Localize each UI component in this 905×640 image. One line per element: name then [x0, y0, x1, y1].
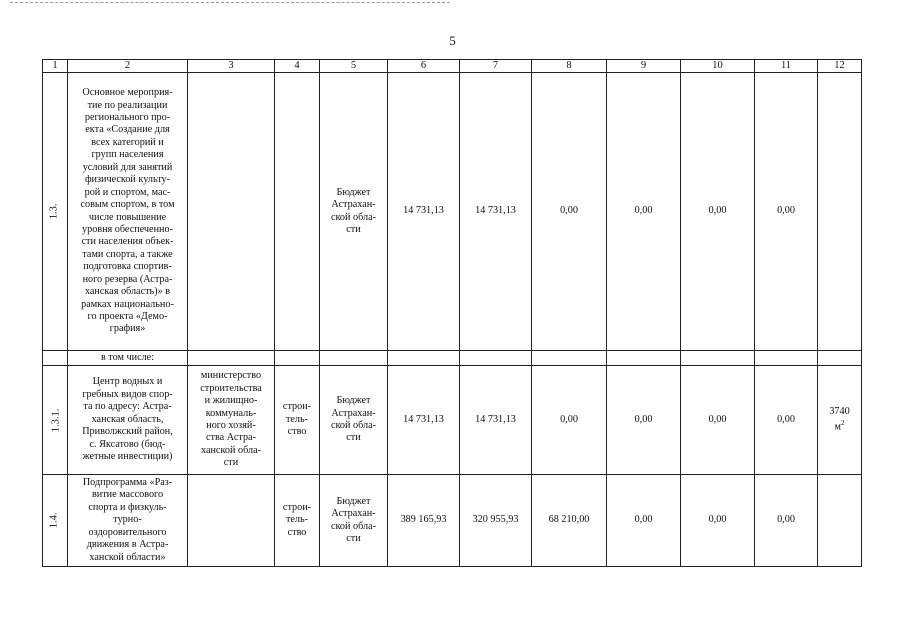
measure-name: Основное мероприя- тие по реализации регионального про- екта «Создание для всех категорий и групп населения условий для занятий физической культу- рой и спортом, мас- совым спортом, в том числе повышение уровня обеспеченно- сти населения объек- тами спорта, а также подготовка спортив- ного резерва (Астра- ханская область)» в рамках национально- го проекта «Демо- графия» — [80, 87, 175, 335]
year-cell: 0,00 — [681, 366, 755, 475]
name-cell: в том числе: — [68, 351, 188, 366]
executor-cell — [188, 73, 275, 351]
header-row — [43, 60, 862, 73]
result-unit-exponent: 2 — [840, 418, 845, 427]
total-cell: 14 731,13 — [388, 366, 460, 475]
table-row — [43, 351, 862, 366]
year-cell: 14 731,13 — [460, 366, 532, 475]
measure-name: Центр водных и гребных видов спор- та по адресу: Астра- ханская область, Приволжский район, с. Яксатово (бюд- жетные инвестиции) — [82, 376, 173, 463]
year-cell: 0,00 — [755, 475, 818, 567]
direction-cell — [275, 475, 320, 567]
header-cell: 2 — [68, 60, 188, 73]
header-cell: 9 — [607, 60, 681, 73]
result-cell — [818, 73, 862, 351]
funding-source: Бюджет Астрахан- ской обла- сти — [330, 395, 377, 444]
result-unit: м — [834, 421, 841, 433]
result-cell — [818, 366, 862, 475]
direction-cell — [275, 366, 320, 475]
row-number-cell — [43, 366, 68, 475]
row-number: 1.3.1. — [50, 408, 62, 432]
year-cell: 0,00 — [681, 73, 755, 351]
year-cell: 0,00 — [681, 475, 755, 567]
year-cell: 0,00 — [755, 73, 818, 351]
total-cell: 14 731,13 — [388, 73, 460, 351]
funding-source: Бюджет Астрахан- ской обла- сти — [330, 495, 377, 544]
funding-source: Бюджет Астрахан- ской обла- сти — [330, 186, 377, 235]
row-number-cell — [43, 475, 68, 567]
row-number: 1.3. — [48, 203, 60, 220]
header-cell: 3 — [188, 60, 275, 73]
header-cell: 6 — [388, 60, 460, 73]
budget-table — [42, 59, 862, 567]
executor-cell — [188, 475, 275, 567]
total-cell: 389 165,93 — [388, 475, 460, 567]
top-scan-line — [10, 2, 450, 3]
source-cell — [320, 475, 388, 567]
header-cell: 1 — [43, 60, 68, 73]
year-cell: 68 210,00 — [532, 475, 607, 567]
header-cell: 12 — [818, 60, 862, 73]
year-cell: 0,00 — [607, 366, 681, 475]
source-cell — [320, 366, 388, 475]
header-cell: 5 — [320, 60, 388, 73]
table-row — [43, 475, 862, 567]
year-cell: 0,00 — [755, 366, 818, 475]
header-cell: 8 — [532, 60, 607, 73]
direction-cell — [275, 73, 320, 351]
row-number: 1.4. — [48, 512, 60, 529]
year-cell: 0,00 — [607, 73, 681, 351]
header-cell: 7 — [460, 60, 532, 73]
row-number-cell — [43, 351, 68, 366]
table-row — [43, 73, 862, 351]
header-cell: 10 — [681, 60, 755, 73]
name-cell — [68, 73, 188, 351]
measure-name: Подпрограмма «Раз- витие массового спорта и физкуль- турно- оздоровительного движения в Астра- ханской области» — [82, 476, 173, 563]
year-cell: 0,00 — [607, 475, 681, 567]
row-number-cell — [43, 73, 68, 351]
name-cell — [68, 366, 188, 475]
executor-cell — [188, 366, 275, 475]
executor: министерство строительства и жилищно- коммуналь- ного хозяй- ства Астра- ханской обла- сти — [200, 370, 262, 469]
header-cell: 4 — [275, 60, 320, 73]
header-cell: 11 — [755, 60, 818, 73]
year-cell: 320 955,93 — [460, 475, 532, 567]
direction: строи- тель- ство — [282, 401, 312, 438]
direction: строи- тель- ство — [282, 501, 312, 538]
page-number: 5 — [449, 33, 456, 48]
source-cell — [320, 73, 388, 351]
result-value: 3740 — [829, 406, 850, 418]
year-cell: 0,00 — [532, 73, 607, 351]
name-cell — [68, 475, 188, 567]
year-cell: 0,00 — [532, 366, 607, 475]
year-cell: 14 731,13 — [460, 73, 532, 351]
result-cell — [818, 475, 862, 567]
table-row — [43, 366, 862, 475]
